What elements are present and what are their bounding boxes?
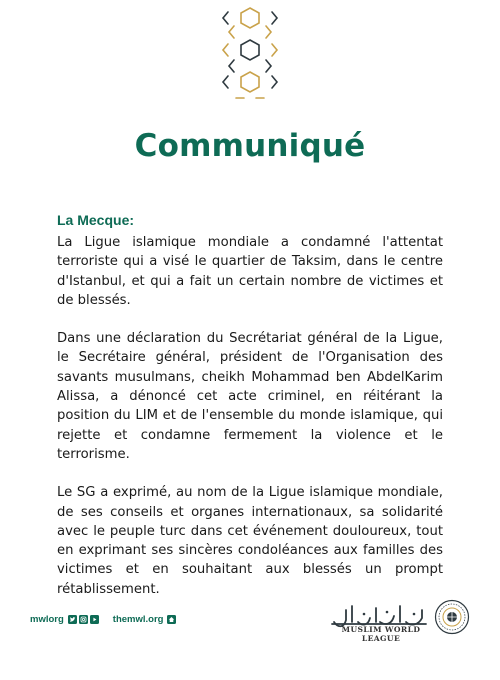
youtube-icon[interactable]: [90, 615, 99, 624]
communique-body: [57, 212, 443, 618]
paragraph-2: Dans une déclaration du Secrétariat général de la Ligue, le Secrétaire général, président de l'Organisation des savants musulmans, cheikh Mohammad ben AbdelKarim Alissa, a dénoncé cet acte criminel, en réitérant la position du LIM et de l'ensemble du monde islamique, qui rejette et condamne fermement la violence et le terrorisme.: [57, 331, 443, 462]
home-icon[interactable]: [167, 615, 176, 624]
social-handle[interactable]: mwlorg: [30, 614, 64, 625]
instagram-icon[interactable]: [79, 615, 88, 624]
decorative-ornament: [214, 4, 286, 104]
twitter-icon[interactable]: [68, 615, 77, 624]
org-name-english: MUSLIM WORLD LEAGUE: [341, 625, 421, 643]
website-link[interactable]: themwl.org: [112, 614, 164, 625]
footer-social: [30, 614, 176, 625]
page-title: Communiqué: [134, 128, 366, 164]
dateline: La Mecque:: [57, 212, 135, 228]
paragraph-3: Le SG a exprimé, au nom de la Ligue islamique mondiale, de ses conseils et organes internationaux, sa solidarité avec le peuple turc dans cet événement douloureux, tout en exprimant ses sincères condoléances aux familles des victimes et en souhaitant aux blessés un prompt rétablissement.: [57, 485, 443, 597]
mwl-seal-logo: [434, 599, 470, 635]
paragraph-1: La Ligue islamique mondiale a condamné l'attentat terroriste qui a visé le quartier de Taksim, dans le centre d'Istanbul, et qui a fait un certain nombre de victimes et de blessés.: [57, 235, 443, 308]
